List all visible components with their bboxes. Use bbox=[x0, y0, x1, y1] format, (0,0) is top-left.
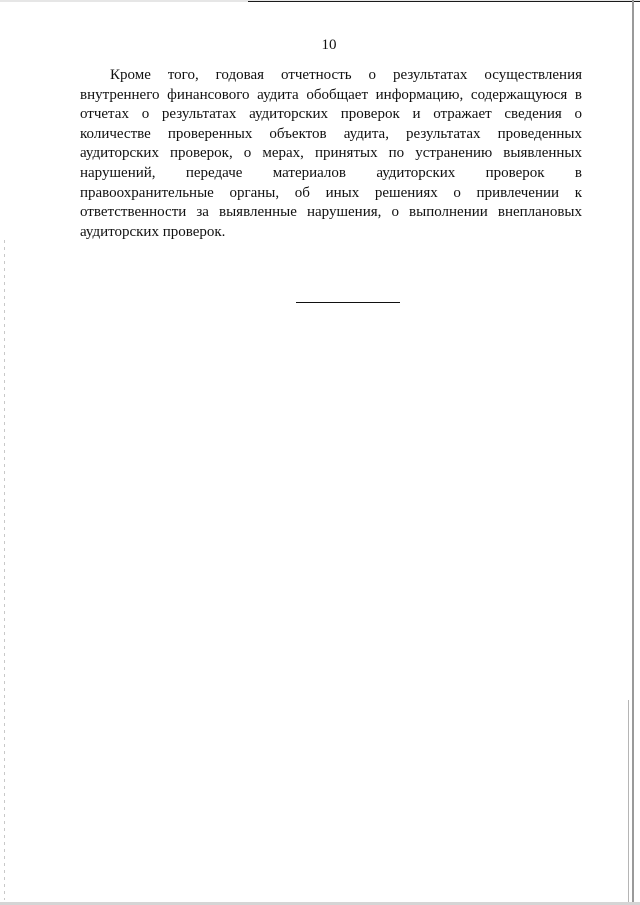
paragraph-line: количестве проверенных объектов аудита, результатах проведенных bbox=[80, 125, 582, 142]
paragraph-line: Кроме того, годовая отчетность о результатах осуществления bbox=[110, 67, 582, 83]
closing-rule bbox=[296, 302, 400, 303]
paragraph-line: отчетах о результатах аудиторских проверок и отражает сведения о bbox=[80, 106, 582, 123]
paragraph-line: внутреннего финансового аудита обобщает информацию, содержащуюся в bbox=[80, 86, 582, 103]
scan-right-edge-inner bbox=[628, 700, 629, 905]
scan-top-line bbox=[248, 1, 640, 2]
page-number: 10 bbox=[321, 37, 337, 53]
paragraph-line: аудиторских проверок. bbox=[80, 223, 226, 240]
paragraph-line: нарушений, передаче материалов аудиторских проверок в bbox=[80, 164, 582, 181]
paragraph-line: аудиторских проверок, о мерах, принятых по устранению выявленных bbox=[80, 145, 582, 162]
paragraph-line: ответственности за выявленные нарушения, о выполнении внеплановых bbox=[80, 204, 582, 221]
body-paragraph bbox=[80, 66, 582, 242]
scan-right-edge bbox=[632, 0, 634, 905]
paragraph-line: правоохранительные органы, об иных решениях о привлечении к bbox=[80, 184, 582, 201]
scan-left-edge bbox=[4, 240, 5, 900]
